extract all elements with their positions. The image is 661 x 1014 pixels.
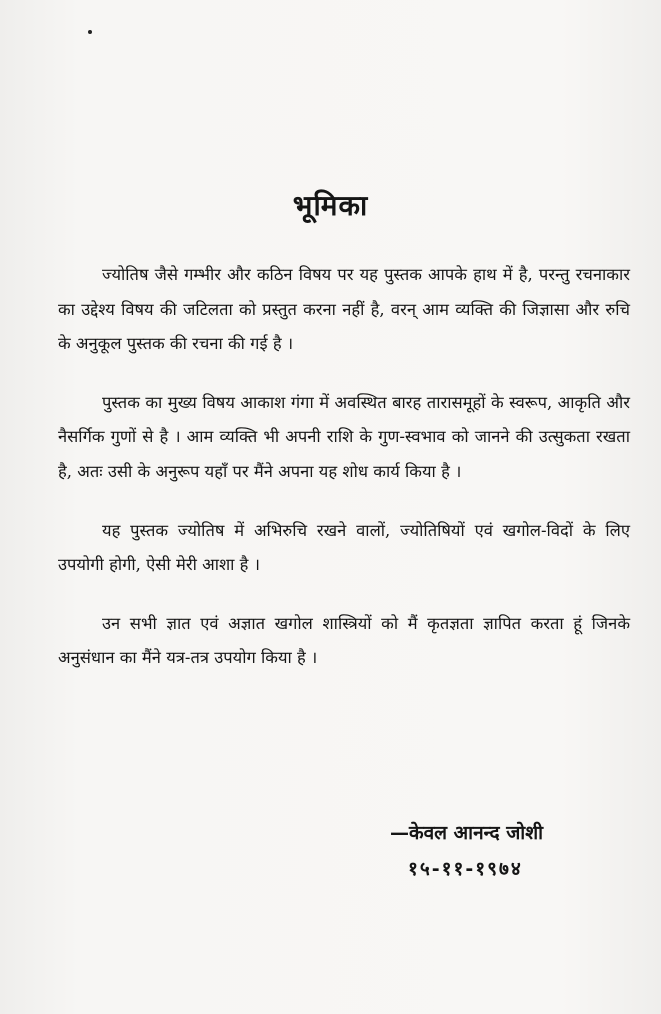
paragraph: ज्योतिष जैसे गम्भीर और कठिन विषय पर यह पुस्तक आपके हाथ में है, परन्तु रचनाकार का उद्देश्य विषय की जटिलता को प्रस्तुत करना नहीं है, वरन् आम व्यक्ति की जिज्ञासा और रुचि के अनुकूल पुस्तक की रचना की गई है ।	[58, 265, 630, 354]
page-title: भूमिका	[292, 189, 369, 222]
preface-body	[58, 258, 630, 676]
paragraph: उन सभी ज्ञात एवं अज्ञात खगोल शास्त्रियों को मैं कृतज्ञता ज्ञापित करता हूं जिनके अनुसंधान का मैंने यत्र-तत्र उपयोग किया है ।	[58, 613, 630, 668]
paragraph: पुस्तक का मुख्य विषय आकाश गंगा में अवस्थित बारह तारासमूहों के स्वरूप, आकृति और नैसर्गिक गुणों से है । आम व्यक्ति भी अपनी राशि के गुण-स्वभाव को जानने की उत्सुकता रखता है, अतः उसी के अनुरूप यहाँ पर मैंने अपना यह शोध कार्य किया है ।	[58, 392, 630, 481]
author-name: —केवल आनन्द जोशी	[390, 822, 544, 844]
paragraph: यह पुस्तक ज्योतिष में अभिरुचि रखने वालों, ज्योतिषियों एवं खगोल-विदों के लिए उपयोगी होगी, ऐसी मेरी आशा है ।	[58, 520, 630, 575]
signature-date: १५-११-१९७४	[408, 858, 523, 880]
ink-speck	[88, 30, 92, 34]
signature-block	[390, 818, 620, 884]
